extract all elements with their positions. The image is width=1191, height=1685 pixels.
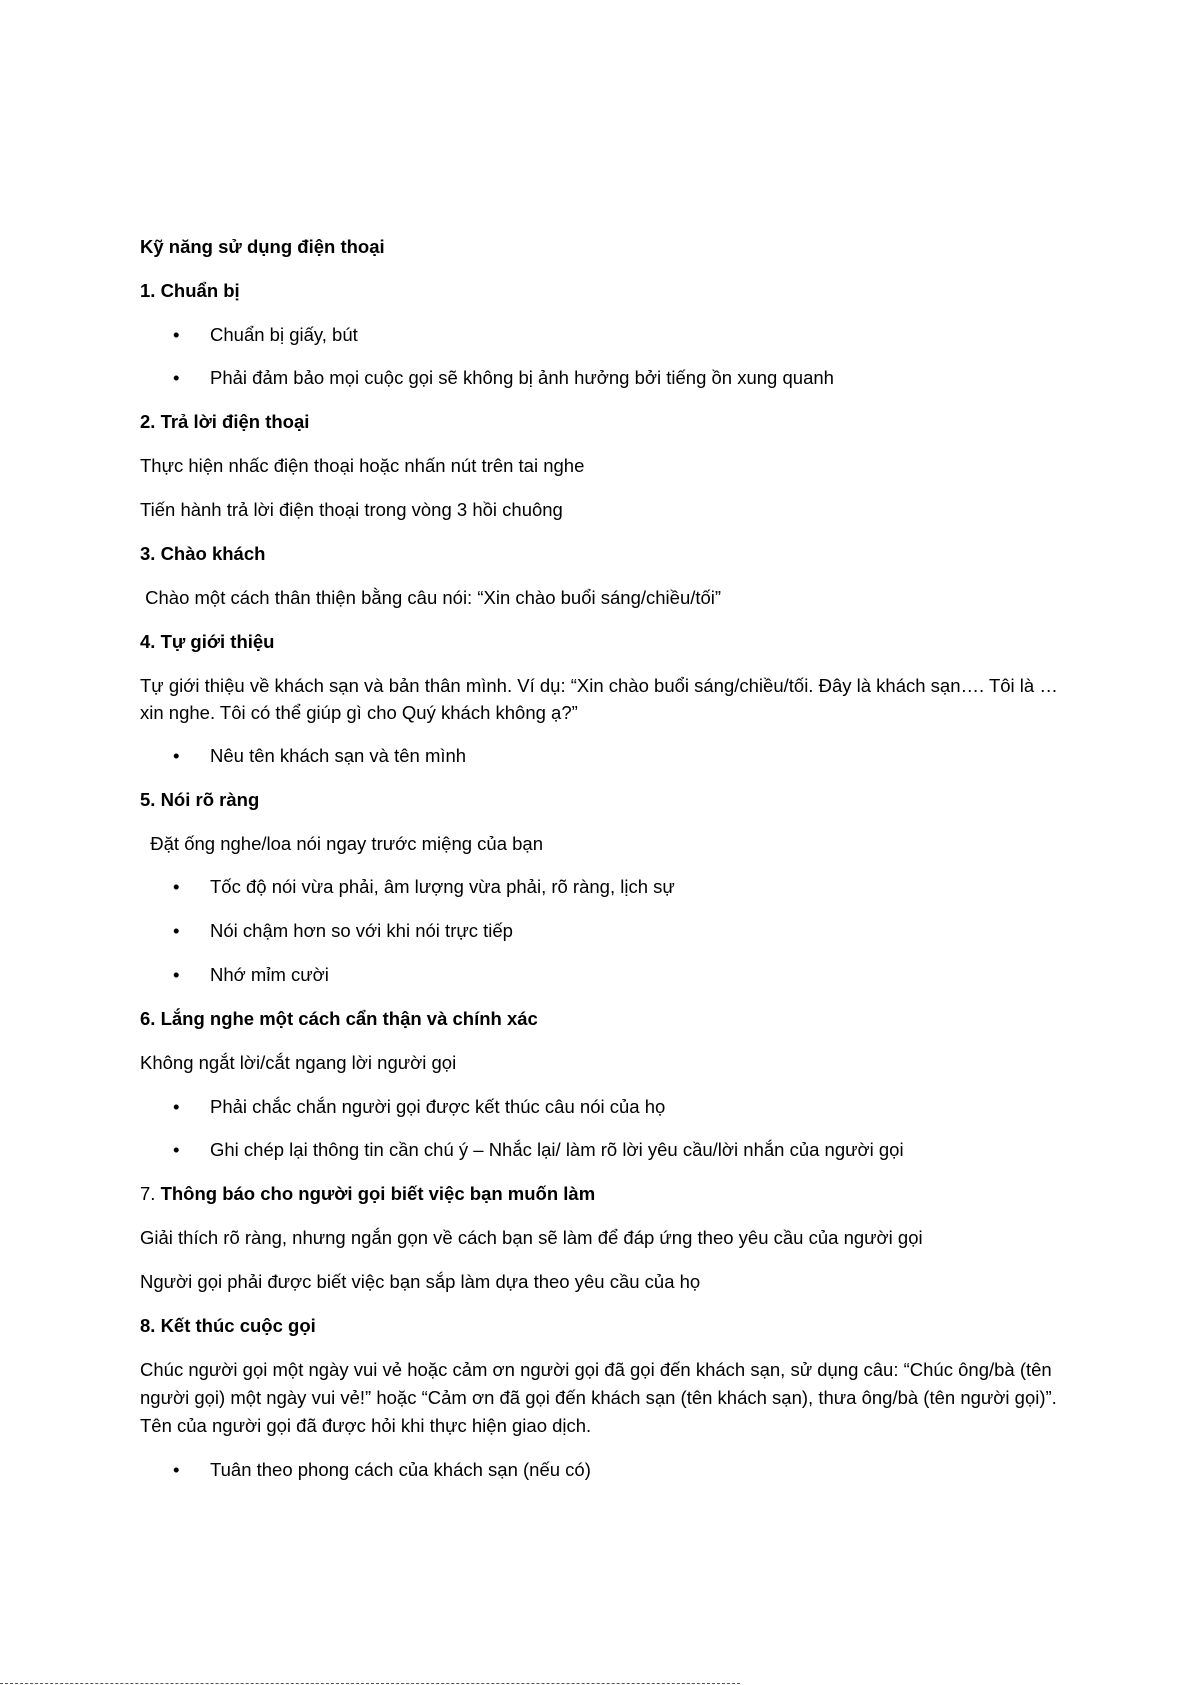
bullet-icon: • <box>173 1459 180 1480</box>
paragraph: Đặt ống nghe/loa nói ngay trước miệng của bạn <box>140 833 543 854</box>
bullet-icon: • <box>173 1139 180 1160</box>
bullet-icon: • <box>173 964 180 985</box>
document-body <box>140 233 1063 1484</box>
bullet-item <box>140 917 1060 945</box>
section-5-heading: 5. Nói rõ ràng <box>140 789 260 810</box>
bullet-icon: • <box>173 876 180 897</box>
paragraph: Tự giới thiệu về khách sạn và bản thân mình. Ví dụ: “Xin chào buổi sáng/chiều/tối. Đây là khách sạn…. Tôi là … xin nghe. Tôi có thể giúp gì cho Quý khách không ạ?” <box>140 675 1063 723</box>
section-8-heading: 8. Kết thúc cuộc gọi <box>140 1315 316 1336</box>
paragraph: Không ngắt lời/cắt ngang lời người gọi <box>140 1052 457 1073</box>
bullet-text: Tuân theo phong cách của khách sạn (nếu có) <box>210 1459 591 1480</box>
paragraph: Chào một cách thân thiện bằng câu nói: “Xin chào buổi sáng/chiều/tối” <box>140 587 722 608</box>
section-2-heading: 2. Trả lời điện thoại <box>140 411 310 432</box>
paragraph: Chúc người gọi một ngày vui vẻ hoặc cảm ơn người gọi đã gọi đến khách sạn, sử dụng câu: “Chúc ông/bà (tên người gọi) một ngày vui vẻ!” hoặc “Cảm ơn đã gọi đến khách sạn (tên khách sạn), thưa ông/bà (tên người gọi)”. Tên của người gọi đã được hỏi khi thực hiện giao dịch. <box>140 1359 1062 1436</box>
bullet-text: Nói chậm hơn so với khi nói trực tiếp <box>210 920 513 941</box>
bullet-text: Phải chắc chắn người gọi được kết thúc câu nói của họ <box>210 1096 666 1117</box>
section-3-heading: 3. Chào khách <box>140 543 266 564</box>
paragraph: Giải thích rõ ràng, nhưng ngắn gọn về cách bạn sẽ làm để đáp ứng theo yêu cầu của người gọi <box>140 1227 923 1248</box>
section-7-heading <box>140 1180 1060 1208</box>
bullet-item <box>140 321 1060 349</box>
bullet-icon: • <box>173 1096 180 1117</box>
section-4-heading: 4. Tự giới thiệu <box>140 631 275 652</box>
paragraph: Thực hiện nhấc điện thoại hoặc nhấn nút trên tai nghe <box>140 455 585 476</box>
bullet-icon: • <box>173 324 180 345</box>
bullet-item <box>140 1456 1060 1484</box>
bullet-icon: • <box>173 920 180 941</box>
bullet-item <box>140 961 1060 989</box>
bullet-icon: • <box>173 745 180 766</box>
bullet-text: Ghi chép lại thông tin cần chú ý – Nhắc lại/ làm rõ lời yêu cầu/lời nhắn của người gọi <box>210 1139 904 1160</box>
bullet-item <box>140 1093 1060 1121</box>
section-1-heading: 1. Chuẩn bị <box>140 280 240 301</box>
bullet-item <box>140 742 1060 770</box>
document-title: Kỹ năng sử dụng điện thoại <box>140 236 385 257</box>
bullet-icon: • <box>173 367 180 388</box>
bullet-text: Nêu tên khách sạn và tên mình <box>210 745 467 766</box>
bullet-text: Chuẩn bị giấy, bút <box>210 324 358 345</box>
paragraph: Người gọi phải được biết việc bạn sắp làm dựa theo yêu cầu của họ <box>140 1271 701 1292</box>
paragraph: Tiến hành trả lời điện thoại trong vòng 3 hồi chuông <box>140 499 563 520</box>
section-7-title: Thông báo cho người gọi biết việc bạn muốn làm <box>160 1183 596 1204</box>
bullet-item <box>140 1136 1060 1164</box>
bullet-item <box>140 364 1060 392</box>
bullet-item <box>140 873 1060 901</box>
section-7-number: 7. <box>140 1183 161 1204</box>
section-6-heading: 6. Lắng nghe một cách cẩn thận và chính xác <box>140 1008 538 1029</box>
bullet-text: Nhớ mỉm cười <box>210 964 329 985</box>
bullet-text: Phải đảm bảo mọi cuộc gọi sẽ không bị ảnh hưởng bởi tiếng ồn xung quanh <box>210 367 834 388</box>
bullet-text: Tốc độ nói vừa phải, âm lượng vừa phải, rõ ràng, lịch sự <box>210 876 675 897</box>
